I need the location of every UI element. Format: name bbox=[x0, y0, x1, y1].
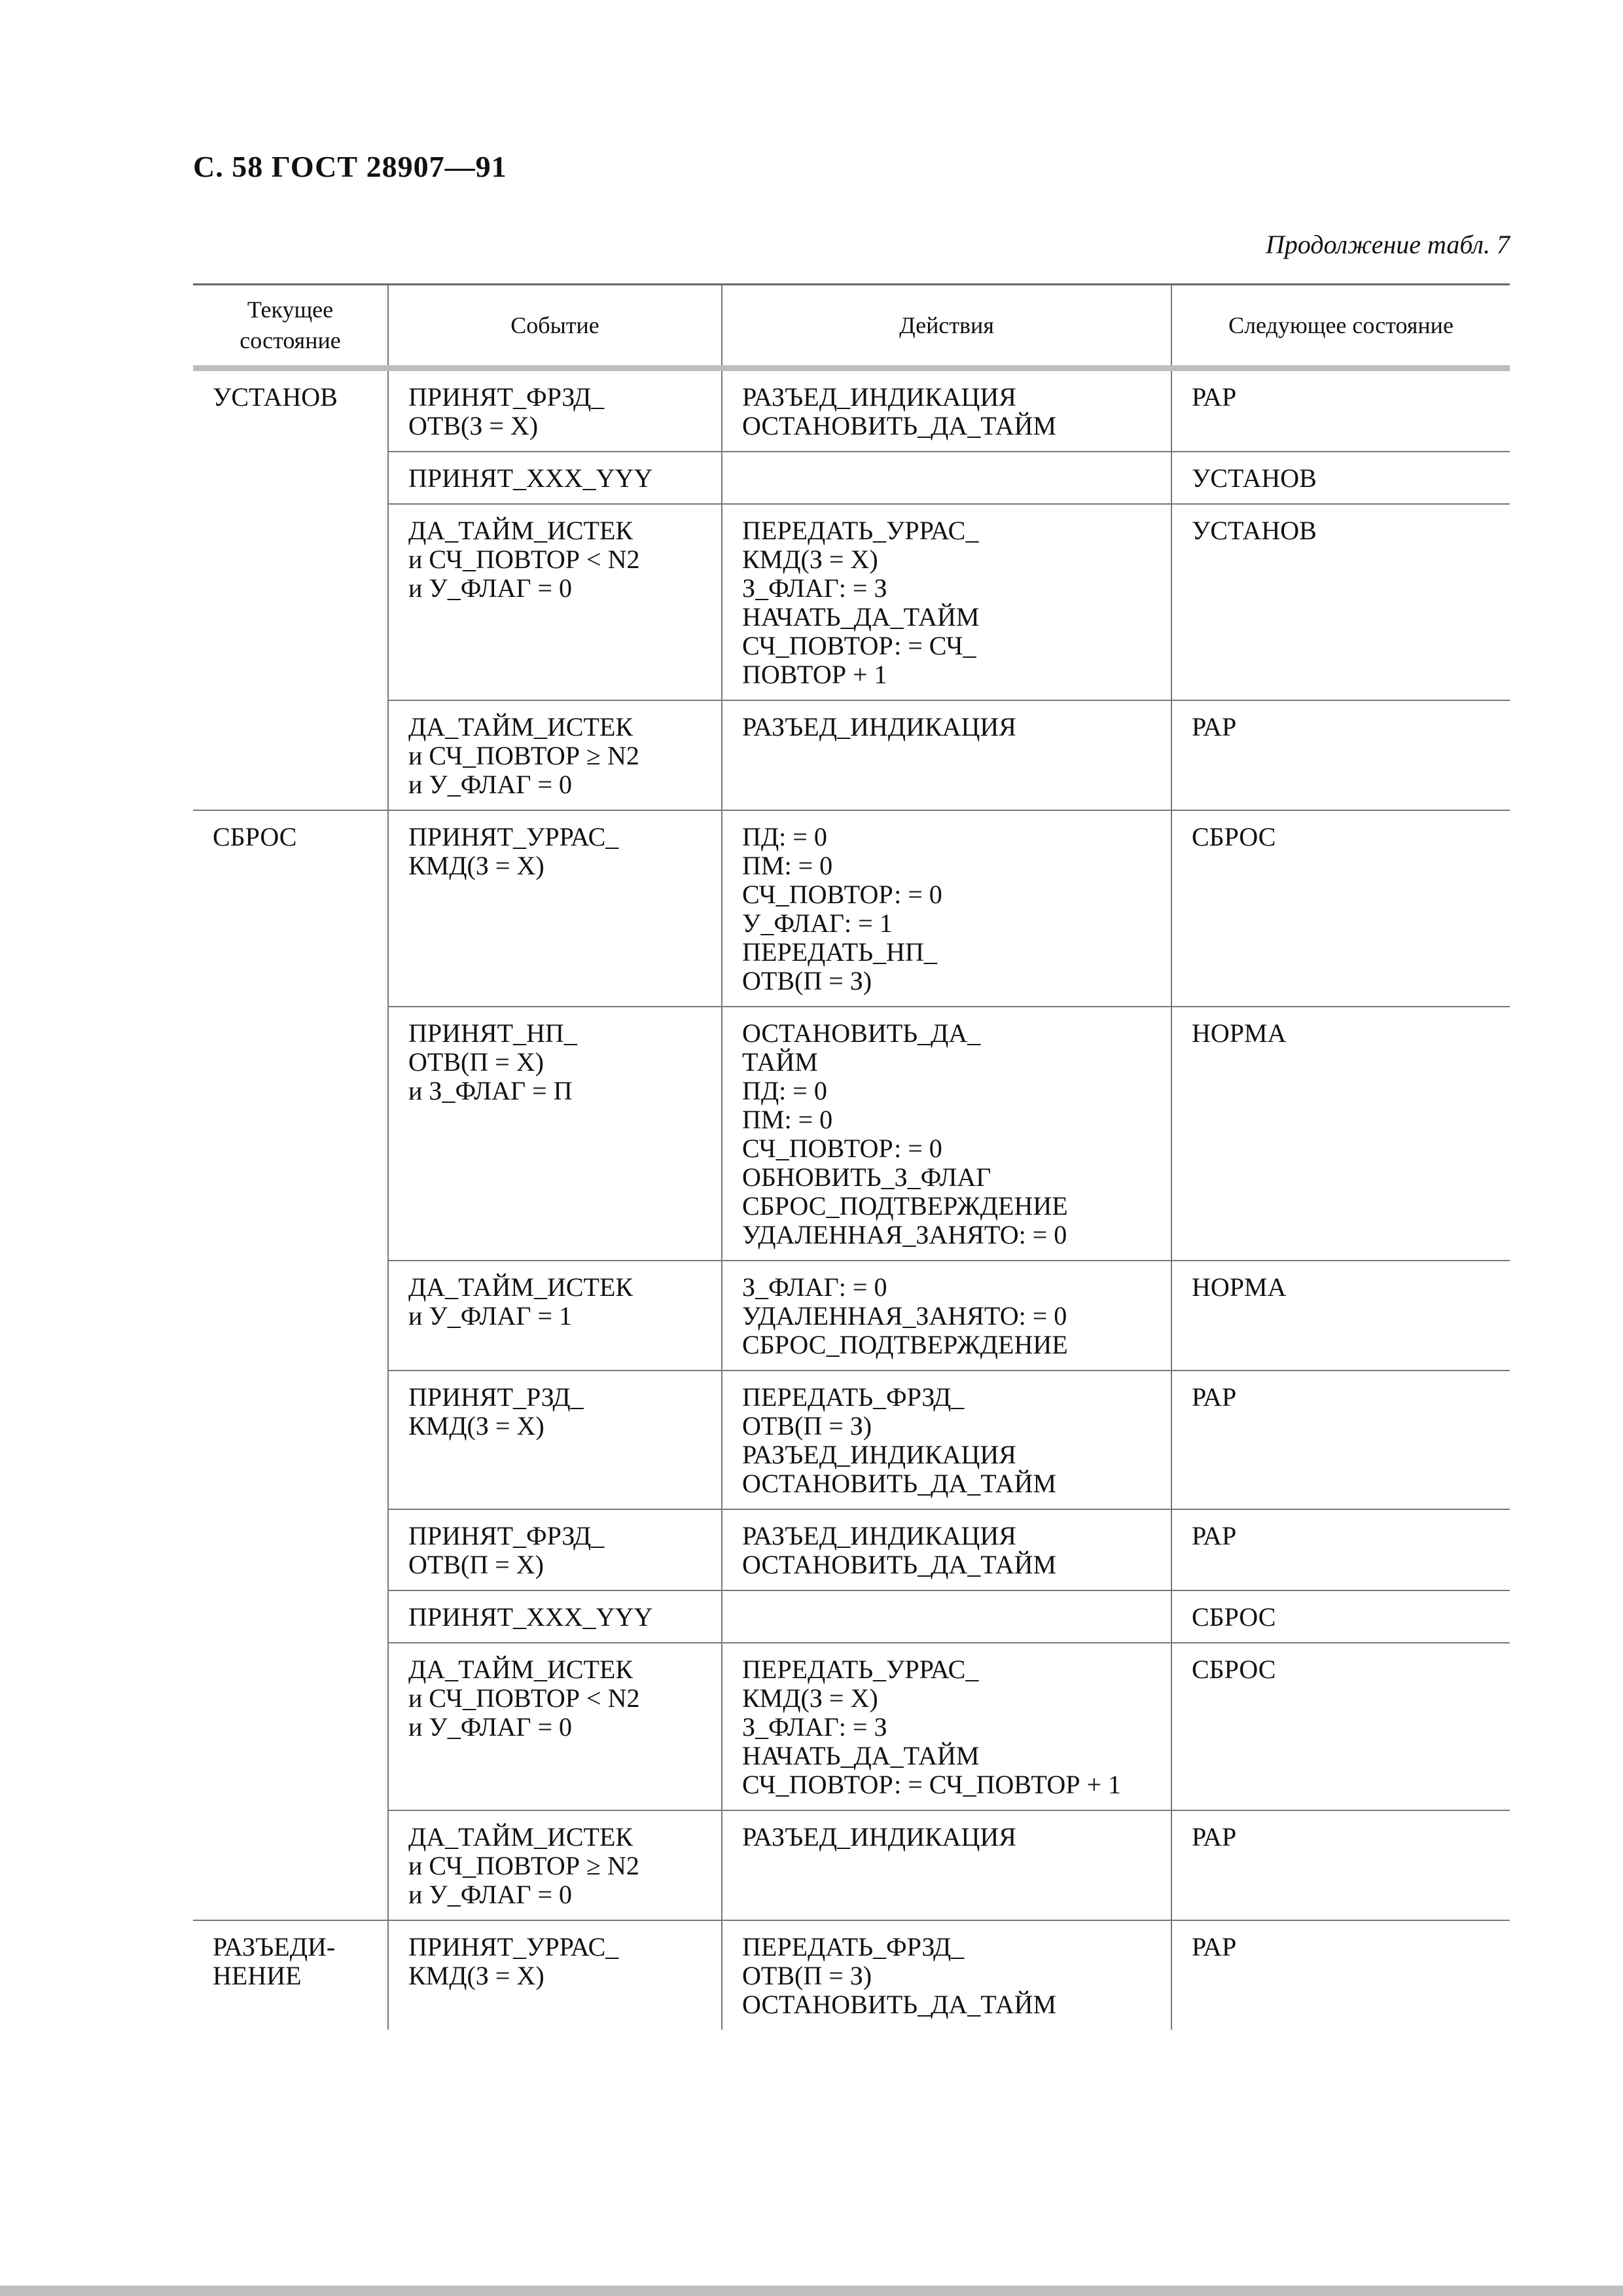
event-cell: ПРИНЯТ_НП_ ОТВ(П = X) и З_ФЛАГ = П bbox=[388, 1007, 722, 1261]
table-row bbox=[193, 1810, 1510, 1920]
current-state-cell bbox=[193, 1590, 388, 1643]
current-state-cell bbox=[193, 504, 388, 700]
actions-cell: ПЕРЕДАТЬ_ФРЗД_ ОТВ(П = З) РАЗЪЕД_ИНДИКАЦИЯ ОСТАНОВИТЬ_ДА_ТАЙМ bbox=[722, 1371, 1171, 1509]
next-state-cell: УСТАНОВ bbox=[1171, 504, 1510, 700]
event-cell: ДА_ТАЙМ_ИСТЕК и СЧ_ПОВТОР ≥ N2 и У_ФЛАГ = 0 bbox=[388, 700, 722, 810]
actions-cell: РАЗЪЕД_ИНДИКАЦИЯ ОСТАНОВИТЬ_ДА_ТАЙМ bbox=[722, 368, 1171, 452]
current-state-cell: РАЗЪЕДИ- НЕНИЕ bbox=[193, 1920, 388, 2030]
actions-cell bbox=[722, 452, 1171, 504]
header-next-state: Следующее состояние bbox=[1171, 285, 1510, 368]
next-state-cell: РАР bbox=[1171, 1509, 1510, 1590]
table-row bbox=[193, 1261, 1510, 1371]
page-header: С. 58 ГОСТ 28907—91 bbox=[193, 150, 507, 183]
actions-cell: ПЕРЕДАТЬ_ФРЗД_ ОТВ(П = З) ОСТАНОВИТЬ_ДА_ТАЙМ bbox=[722, 1920, 1171, 2030]
current-state-cell bbox=[193, 1007, 388, 1261]
table-row bbox=[193, 1920, 1510, 2030]
page-bottom-edge bbox=[0, 2286, 1623, 2296]
table-body bbox=[193, 368, 1510, 2030]
next-state-cell: РАР bbox=[1171, 1920, 1510, 2030]
current-state-cell bbox=[193, 1509, 388, 1590]
event-cell: ПРИНЯТ_ФРЗД_ ОТВ(П = X) bbox=[388, 1509, 722, 1590]
event-cell: ДА_ТАЙМ_ИСТЕК и СЧ_ПОВТОР < N2 и У_ФЛАГ = 0 bbox=[388, 1643, 722, 1810]
actions-cell: РАЗЪЕД_ИНДИКАЦИЯ bbox=[722, 1810, 1171, 1920]
header-current-state: Текущее состояние bbox=[193, 285, 388, 368]
event-cell: ПРИНЯТ_ФРЗД_ ОТВ(З = X) bbox=[388, 368, 722, 452]
next-state-cell: СБРОС bbox=[1171, 1643, 1510, 1810]
current-state-cell bbox=[193, 1643, 388, 1810]
next-state-cell: РАР bbox=[1171, 1371, 1510, 1509]
actions-cell: ПД: = 0 ПМ: = 0 СЧ_ПОВТОР: = 0 У_ФЛАГ: = 1 ПЕРЕДАТЬ_НП_ ОТВ(П = З) bbox=[722, 810, 1171, 1007]
actions-cell: З_ФЛАГ: = 0 УДАЛЕННАЯ_ЗАНЯТО: = 0 СБРОС_ПОДТВЕРЖДЕНИЕ bbox=[722, 1261, 1171, 1371]
table-row bbox=[193, 368, 1510, 452]
next-state-cell: РАР bbox=[1171, 368, 1510, 452]
event-cell: ДА_ТАЙМ_ИСТЕК и СЧ_ПОВТОР < N2 и У_ФЛАГ = 0 bbox=[388, 504, 722, 700]
actions-cell: ПЕРЕДАТЬ_УРРАС_ КМД(З = X) З_ФЛАГ: = З НАЧАТЬ_ДА_ТАЙМ СЧ_ПОВТОР: = СЧ_ ПОВТОР + 1 bbox=[722, 504, 1171, 700]
event-cell: ПРИНЯТ_УРРАС_ КМД(З = X) bbox=[388, 1920, 722, 2030]
next-state-cell: СБРОС bbox=[1171, 810, 1510, 1007]
table-row bbox=[193, 504, 1510, 700]
event-cell: ПРИНЯТ_РЗД_ КМД(З = X) bbox=[388, 1371, 722, 1509]
next-state-cell: НОРМА bbox=[1171, 1261, 1510, 1371]
actions-cell: ПЕРЕДАТЬ_УРРАС_ КМД(З = X) З_ФЛАГ: = З НАЧАТЬ_ДА_ТАЙМ СЧ_ПОВТОР: = СЧ_ПОВТОР + 1 bbox=[722, 1643, 1171, 1810]
header-actions: Действия bbox=[722, 285, 1171, 368]
table-row bbox=[193, 452, 1510, 504]
next-state-cell: УСТАНОВ bbox=[1171, 452, 1510, 504]
state-table bbox=[193, 283, 1510, 2030]
table-row bbox=[193, 1509, 1510, 1590]
next-state-cell: НОРМА bbox=[1171, 1007, 1510, 1261]
current-state-cell bbox=[193, 1810, 388, 1920]
next-state-cell: РАР bbox=[1171, 700, 1510, 810]
event-cell: ПРИНЯТ_XXX_YYY bbox=[388, 452, 722, 504]
event-cell: ПРИНЯТ_УРРАС_ КМД(З = X) bbox=[388, 810, 722, 1007]
event-cell: ПРИНЯТ_XXX_YYY bbox=[388, 1590, 722, 1643]
actions-cell: РАЗЪЕД_ИНДИКАЦИЯ ОСТАНОВИТЬ_ДА_ТАЙМ bbox=[722, 1509, 1171, 1590]
table-row bbox=[193, 1007, 1510, 1261]
event-cell: ДА_ТАЙМ_ИСТЕК и СЧ_ПОВТОР ≥ N2 и У_ФЛАГ = 0 bbox=[388, 1810, 722, 1920]
current-state-cell bbox=[193, 700, 388, 810]
table-row bbox=[193, 700, 1510, 810]
actions-cell bbox=[722, 1590, 1171, 1643]
table-row bbox=[193, 1643, 1510, 1810]
table-row bbox=[193, 1590, 1510, 1643]
table-header-row bbox=[193, 285, 1510, 368]
table-row bbox=[193, 1371, 1510, 1509]
table-row bbox=[193, 810, 1510, 1007]
next-state-cell: СБРОС bbox=[1171, 1590, 1510, 1643]
table-continuation-label: Продолжение табл. 7 bbox=[1265, 230, 1510, 259]
current-state-cell: СБРОС bbox=[193, 810, 388, 1007]
header-event: Событие bbox=[388, 285, 722, 368]
current-state-cell bbox=[193, 452, 388, 504]
event-cell: ДА_ТАЙМ_ИСТЕК и У_ФЛАГ = 1 bbox=[388, 1261, 722, 1371]
current-state-cell bbox=[193, 1261, 388, 1371]
actions-cell: ОСТАНОВИТЬ_ДА_ ТАЙМ ПД: = 0 ПМ: = 0 СЧ_ПОВТОР: = 0 ОБНОВИТЬ_З_ФЛАГ СБРОС_ПОДТВЕРЖДЕНИЕ УДАЛЕННАЯ_ЗАНЯТО: = 0 bbox=[722, 1007, 1171, 1261]
current-state-cell: УСТАНОВ bbox=[213, 382, 338, 412]
actions-cell: РАЗЪЕД_ИНДИКАЦИЯ bbox=[722, 700, 1171, 810]
next-state-cell: РАР bbox=[1171, 1810, 1510, 1920]
current-state-cell bbox=[193, 1371, 388, 1509]
